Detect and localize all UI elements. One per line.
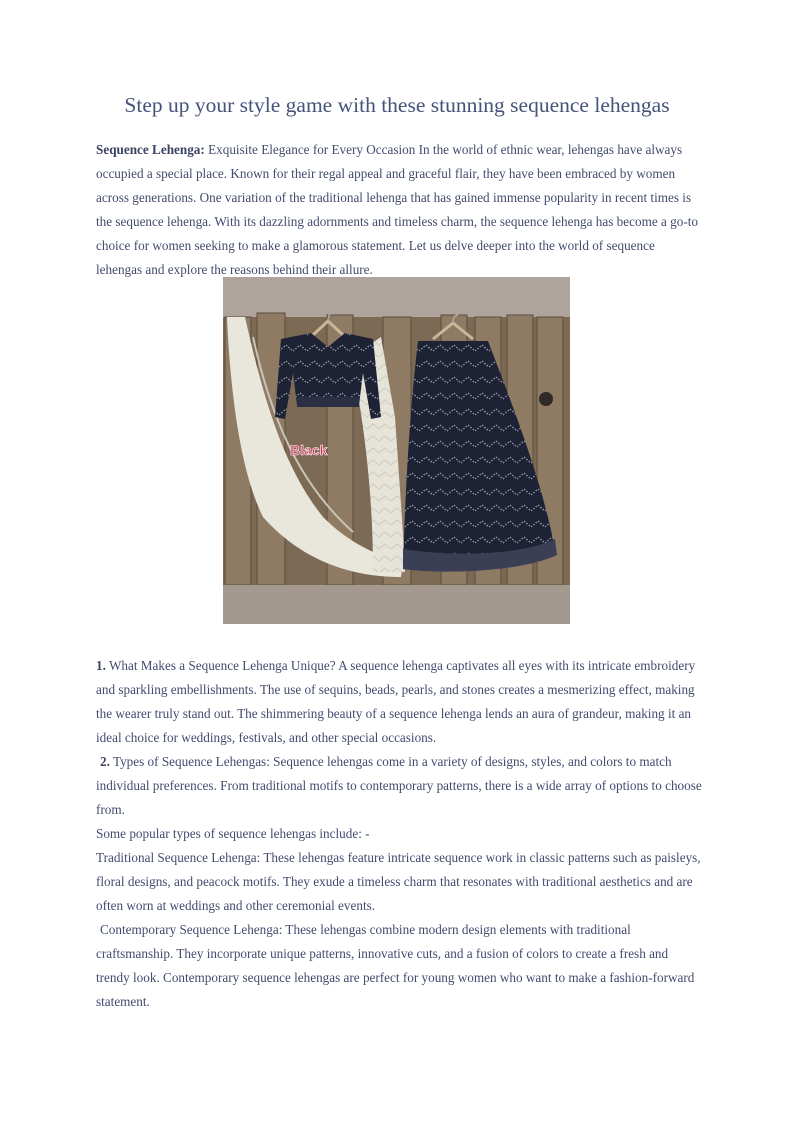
lehenga-photo — [223, 277, 570, 624]
section-1-text: What Makes a Sequence Lehenga Unique? A sequence lehenga captivates all eyes with its intricate embroidery and sparkling embellishments. The use of sequins, beads, pearls, and stones creates a mesmerizing effect, making the wearer truly stand out. The shimmering beauty of a sequence lehenga lends an aura of grandeur, making it an ideal choice for weddings, festivals, and other special occasions. — [96, 658, 696, 745]
popular-types-intro: Some popular types of sequence lehengas include: - — [96, 826, 370, 841]
section-2-text: Types of Sequence Lehengas: Sequence lehengas come in a variety of designs, styles, and colors to match individual preferences. From traditional motifs to contemporary patterns, there is a wide array of options to choose from. — [96, 754, 702, 817]
traditional-paragraph: Traditional Sequence Lehenga: These lehengas feature intricate sequence work in classic patterns such as paisleys, floral designs, and peacock motifs. They exude a timeless charm that resonates with traditional aesthetics and are often worn at weddings and other ceremonial events. — [96, 850, 701, 913]
section-2-paragraph — [96, 750, 702, 822]
intro-text: Exquisite Elegance for Every Occasion In the world of ethnic wear, lehengas have always occupied a special place. Known for their regal appeal and graceful flair, they have been embraced by women across generations. One variation of the traditional lehenga that has gained immense popularity in recent times is the sequence lehenga. With its dazzling adornments and timeless charm, the sequence lehenga has become a go-to choice for women seeking to make a glamorous statement. Let us delve deeper into the world of sequence lehengas and explore the reasons behind their allure. — [96, 142, 698, 277]
page-title: Step up your style game with these stunning sequence lehengas — [124, 93, 670, 117]
section-2-number: 2. — [100, 754, 110, 769]
section-1-number: 1. — [96, 658, 106, 673]
section-1-paragraph — [96, 654, 702, 750]
intro-paragraph — [96, 138, 702, 282]
color-label: Black — [290, 442, 328, 458]
contemporary-paragraph: Contemporary Sequence Lehenga: These lehengas combine modern design elements with traditional craftsmanship. They incorporate unique patterns, innovative cuts, and a fusion of colors to create a fresh and trendy look. Contemporary sequence lehengas are perfect for young women who want to make a fashion-forward statement. — [96, 922, 695, 1009]
intro-lead: Sequence Lehenga: — [96, 142, 205, 157]
